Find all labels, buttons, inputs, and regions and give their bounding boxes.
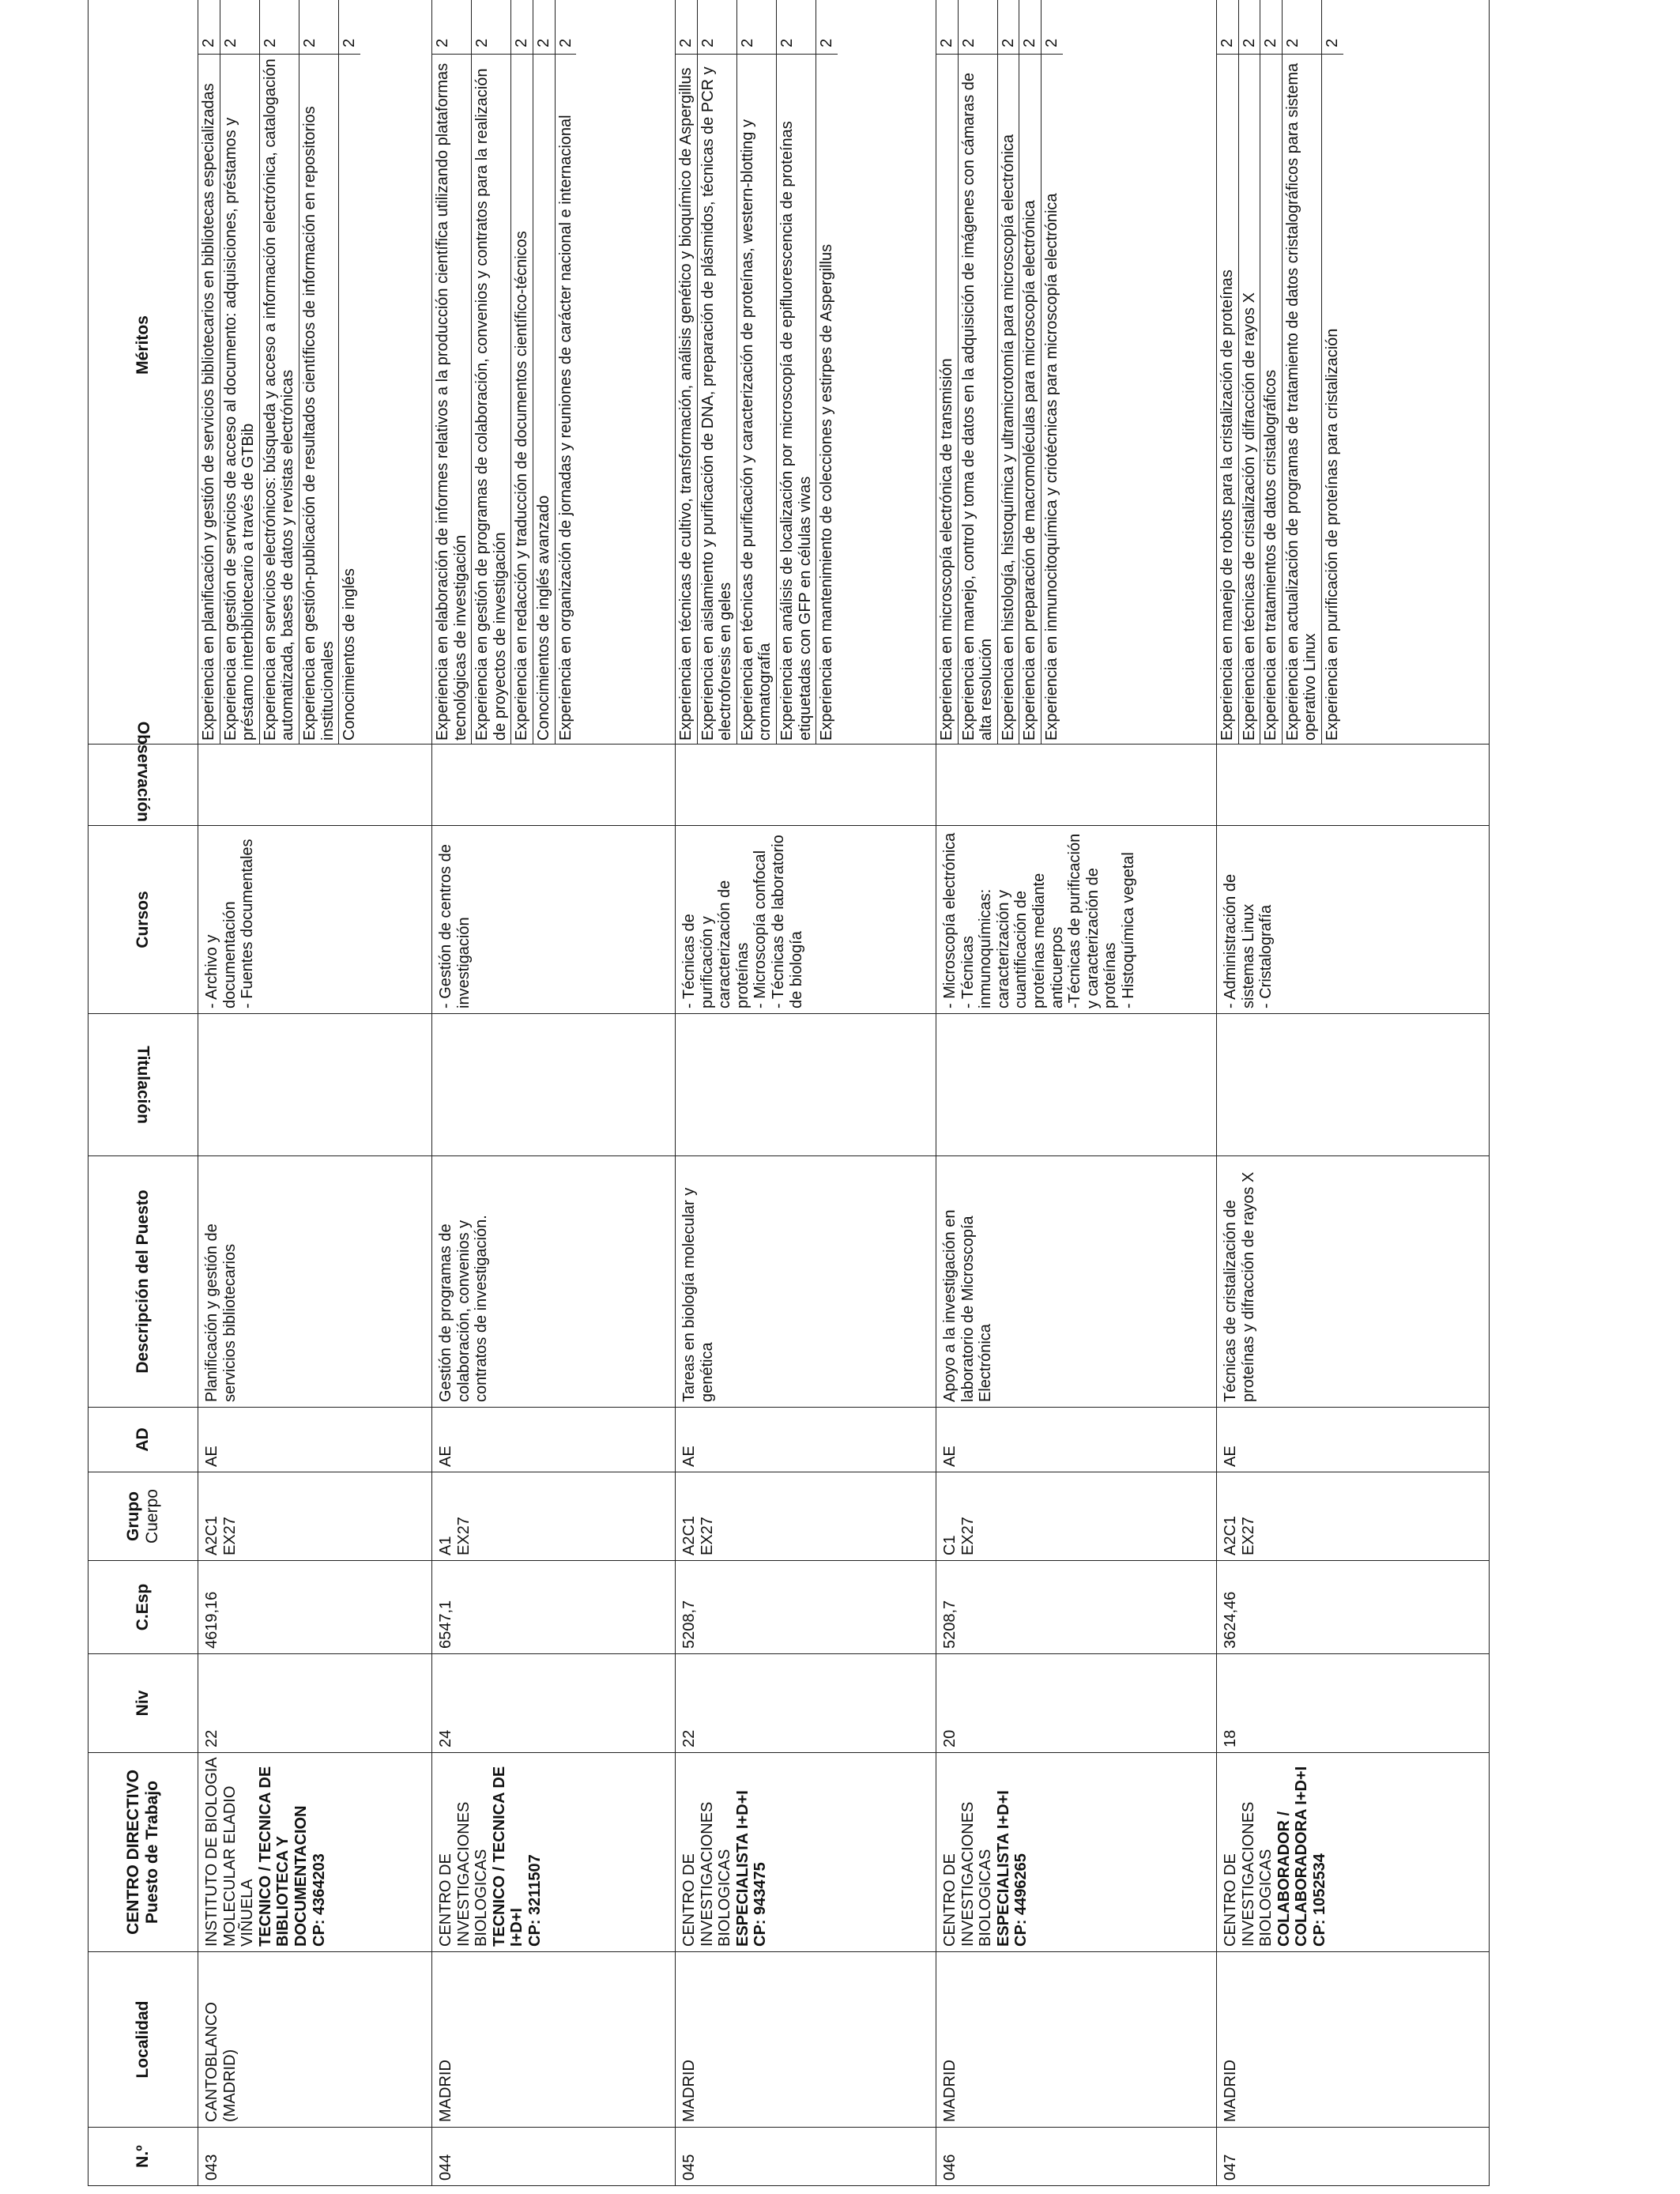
cell-niv-text: 18: [1222, 1729, 1239, 1747]
cell-descripcion-text: Gestión de programas de colaboración, convenios y contratos de investigación.: [437, 1215, 491, 1402]
merito-points: 2: [555, 0, 576, 55]
merito-points: 2: [697, 0, 736, 55]
merito-points: 2: [339, 0, 360, 55]
cell-cuerpo-text: EX27: [1239, 1517, 1257, 1555]
merito-row: [1282, 0, 1321, 744]
merito-points: 2: [676, 0, 697, 55]
merito-points: 2: [432, 0, 472, 55]
cell-cesp-text: 3624,46: [1222, 1591, 1239, 1649]
merito-text: Experiencia en técnicas de purificación y caracterización de proteínas, western-blotting y cromatografía: [736, 55, 776, 745]
curso-item: - Técnicas de laboratorio de biología: [769, 835, 805, 1008]
header-observacion: Observación: [89, 745, 198, 826]
cell-observacion: [1217, 745, 1490, 826]
cell-ad-text: AE: [1222, 1446, 1239, 1467]
cell-localidad-text: MADRID: [941, 2060, 959, 2122]
cell-cursos: [198, 826, 432, 1014]
header-no: N.º: [89, 2128, 198, 2186]
cell-niv: [432, 1654, 676, 1753]
cell-cesp: [432, 1561, 676, 1654]
cell-niv: [936, 1654, 1217, 1753]
cell-niv: [1217, 1654, 1490, 1753]
cell-titulacion: [432, 1014, 676, 1156]
merito-points: 2: [816, 0, 838, 55]
cell-cuerpo-text: EX27: [454, 1517, 473, 1555]
cell-localidad: [936, 1952, 1217, 2128]
table-row: [432, 0, 676, 2186]
cell-observacion-text: [198, 745, 208, 825]
merito-points: 2: [511, 0, 533, 55]
header-ad: AD: [89, 1408, 198, 1472]
curso-item: - Técnicas de purificación y caracterización de proteínas: [680, 880, 751, 1008]
merito-row: [936, 0, 958, 744]
cell-niv: [198, 1654, 432, 1753]
cell-observacion-text: [676, 745, 685, 825]
cell-localidad: [1217, 1952, 1490, 2128]
merito-text: Conocimientos de inglés avanzado: [533, 55, 555, 745]
centro-name: INSTITUTO DE BIOLOGIA MOLECULAR ELADIO VIÑUELA: [203, 1758, 257, 1947]
curso-item: - Técnicas inmunoquímicas: caracterización y cuantificación de proteínas mediante anticuerpos: [959, 873, 1066, 1008]
cell-titulacion-text: [676, 1014, 685, 1155]
merito-text: Experiencia en gestión de servicios de acceso al documento: adquisiciones, préstamos y préstamo interbibliotecario a través de GTBib: [220, 55, 259, 745]
merito-points: 2: [1238, 0, 1260, 55]
merito-text: Experiencia en preparación de macromoléculas para microscopía electrónica: [1019, 55, 1042, 745]
table-row: [676, 0, 936, 2186]
cell-centro: [936, 1753, 1217, 1952]
merito-points: 2: [997, 0, 1019, 55]
merito-text: Experiencia en organización de jornadas y reuniones de carácter nacional e internacional: [556, 115, 574, 741]
cell-cesp: [936, 1561, 1217, 1654]
puesto-name: ESPECIALISTA I+D+I: [994, 1790, 1012, 1947]
merito-text: Experiencia en mantenimiento de colecciones y estirpes de Aspergillus: [818, 243, 836, 741]
header-titulacion: Titulación: [89, 1014, 198, 1156]
table-row: [198, 0, 432, 2186]
merito-row: [1321, 0, 1343, 744]
cell-titulacion-text: [432, 1014, 442, 1155]
merito-points: 2: [533, 0, 555, 55]
merito-row: [533, 0, 555, 744]
merito-points: 2: [1217, 0, 1238, 55]
cell-niv-text: 24: [437, 1729, 454, 1747]
cell-observacion: [198, 745, 432, 826]
cell-ad-text: AE: [437, 1446, 454, 1467]
cell-cesp-text: 6547,1: [437, 1600, 454, 1649]
merito-points: 2: [1019, 0, 1042, 55]
header-localidad: Localidad: [89, 1952, 198, 2128]
cell-localidad: [676, 1952, 936, 2128]
cell-cesp: [1217, 1561, 1490, 1654]
cell-titulacion: [936, 1014, 1217, 1156]
table-row: [936, 0, 1217, 2186]
curso-item: - Microscopía electrónica: [941, 832, 959, 1008]
merito-row: [736, 0, 776, 744]
cell-no: [936, 2128, 1217, 2186]
cp-code: CP: 1052534: [1310, 1853, 1328, 1947]
merito-row: [472, 0, 511, 744]
merito-points: 2: [1260, 0, 1283, 55]
merito-points: 2: [736, 0, 776, 55]
cell-grupo-text: A2C1: [203, 1515, 220, 1555]
header-row: [89, 0, 198, 2186]
cell-ad: [1217, 1408, 1490, 1472]
merito-text: Experiencia en análisis de localización por microscopía de epifluorescencia de proteínas etiquetadas con GFP en células vivas: [776, 55, 816, 745]
cell-localidad-text: CANTOBLANCO (MADRID): [203, 2002, 239, 2122]
positions-table: [88, 0, 1490, 2186]
merito-row: [259, 0, 299, 744]
cell-descripcion-text: Apoyo a la investigación en laboratorio de Microscopía Electrónica: [941, 1209, 995, 1402]
cell-no: [432, 2128, 676, 2186]
curso-item: - Histoquímica vegetal: [1119, 852, 1137, 1008]
merito-text: Experiencia en planificación y gestión de servicios bibliotecarios en bibliotecas especializadas: [198, 55, 220, 745]
puesto-name: ESPECIALISTA I+D+I: [733, 1790, 751, 1947]
merito-row: [1238, 0, 1260, 744]
cell-observacion-text: [1217, 745, 1226, 825]
curso-item: - Microscopía confocal: [751, 850, 770, 1008]
merito-row: [697, 0, 736, 744]
merito-text: Experiencia en aislamiento y purificación de DNA, preparación de plásmidos, técnicas de PCR y electroforesis en geles: [697, 55, 736, 745]
cell-niv-text: 22: [680, 1729, 698, 1747]
merito-row: [676, 0, 697, 744]
rotated-page: [88, 8, 1585, 2186]
cell-descripcion: [432, 1156, 676, 1408]
cell-meritos: [432, 0, 676, 745]
cp-code: CP: 943475: [751, 1862, 770, 1947]
cell-niv-text: 22: [203, 1729, 220, 1747]
merito-text: Experiencia en inmunocitoquímica y criotécnicas para microscopía electrónica: [1042, 193, 1060, 741]
cell-centro: [676, 1753, 936, 1952]
cell-cuerpo-text: EX27: [220, 1517, 239, 1555]
cp-code: CP: 4496265: [1012, 1853, 1030, 1947]
merito-points: 2: [299, 0, 338, 55]
cell-centro: [432, 1753, 676, 1952]
merito-points: 2: [936, 0, 958, 55]
cell-localidad: [198, 1952, 432, 2128]
cell-cursos: [676, 826, 936, 1014]
cell-no-text: 044: [437, 2154, 454, 2181]
merito-row: [299, 0, 338, 744]
merito-text: Experiencia en elaboración de informes relativos a la producción científica utilizando plataformas tecnológicas de investigación: [432, 55, 472, 745]
cell-cesp-text: 5208,7: [680, 1600, 698, 1649]
puesto-name: TECNICO / TECNICA DE I+D+I: [490, 1766, 526, 1947]
curso-item: -Técnicas de purificación y caracterización de proteínas: [1066, 833, 1120, 1008]
cell-no-text: 045: [680, 2154, 698, 2181]
cell-ad: [432, 1408, 676, 1472]
cell-grupo-text: A2C1: [680, 1515, 698, 1555]
cell-cesp: [676, 1561, 936, 1654]
cell-grupo-text: A2C1: [1222, 1515, 1239, 1555]
cell-no: [1217, 2128, 1490, 2186]
cell-descripcion-text: Tareas en biología molecular y genética: [680, 1187, 716, 1402]
merito-text: Experiencia en microscopía electrónica de transmisión: [936, 55, 958, 745]
merito-row: [511, 0, 533, 744]
merito-row: [1260, 0, 1283, 744]
curso-item: - Archivo y documentación: [203, 901, 239, 1008]
cell-meritos: [676, 0, 936, 745]
merito-text: Conocimientos de inglés: [341, 568, 359, 741]
merito-row: [198, 0, 220, 744]
meritos-list: [432, 0, 576, 744]
cell-localidad-text: MADRID: [437, 2060, 454, 2122]
header-grupo: Grupo Cuerpo: [89, 1472, 198, 1561]
merito-row: [555, 0, 576, 744]
merito-row: [220, 0, 259, 744]
merito-text: Experiencia en servicios electrónicos: búsqueda y acceso a información electrónica, catalogación automatizada, bases de datos y revistas electrónicas: [259, 55, 299, 745]
cell-ad-text: AE: [941, 1446, 959, 1467]
cell-ad: [936, 1408, 1217, 1472]
header-cesp: C.Esp: [89, 1561, 198, 1654]
header-cursos: Cursos: [89, 826, 198, 1014]
cell-grupo: [936, 1472, 1217, 1561]
cell-descripcion-text: Planificación y gestión de servicios bibliotecarios: [203, 1223, 239, 1402]
cell-descripcion: [676, 1156, 936, 1408]
cell-niv: [676, 1654, 936, 1753]
merito-row: [816, 0, 838, 744]
cell-ad-text: AE: [680, 1446, 698, 1467]
merito-row: [1019, 0, 1042, 744]
meritos-list: [936, 0, 1063, 744]
merito-points: 2: [198, 0, 220, 55]
centro-name: CENTRO DE INVESTIGACIONES BIOLOGICAS: [437, 1801, 491, 1947]
merito-text: Experiencia en manejo de robots para la cristalización de proteínas: [1217, 55, 1238, 745]
header-descripcion: Descripción del Puesto: [89, 1156, 198, 1408]
merito-text: Experiencia en gestión de programas de colaboración, convenios y contratos para la realización de proyectos de investigación: [472, 55, 511, 745]
centro-name: CENTRO DE INVESTIGACIONES BIOLOGICAS: [680, 1801, 734, 1947]
merito-text: Experiencia en actualización de programas de tratamiento de datos cristalográficos para sistema operativo Linux: [1282, 55, 1321, 745]
curso-item: - Cristalografía: [1257, 904, 1275, 1008]
cell-titulacion: [1217, 1014, 1490, 1156]
cell-descripcion: [1217, 1156, 1490, 1408]
cell-meritos: [936, 0, 1217, 745]
merito-text: Experiencia en manejo, control y toma de datos en la adquisición de imágenes con cámaras de alta resolución: [958, 55, 997, 745]
cell-cesp-text: 4619,16: [203, 1591, 220, 1649]
header-centro: CENTRO DIRECTIVO Puesto de Trabajo: [89, 1753, 198, 1952]
cp-code: CP: 3211507: [525, 1854, 544, 1947]
merito-points: 2: [259, 0, 299, 55]
cell-meritos: [1217, 0, 1490, 745]
header-meritos: Méritos: [89, 0, 198, 745]
merito-text: Experiencia en gestión-publicación de resultados científicos de información en repositorios institucionales: [299, 55, 338, 745]
merito-points: 2: [1282, 0, 1321, 55]
cell-meritos: [198, 0, 432, 745]
merito-row: [1041, 0, 1062, 744]
merito-points: 2: [220, 0, 259, 55]
cell-titulacion-text: [1217, 1014, 1226, 1155]
merito-points: 2: [1041, 0, 1062, 55]
merito-points: 2: [1321, 0, 1343, 55]
cell-no-text: 043: [203, 2154, 220, 2181]
cell-no-text: 046: [941, 2154, 959, 2181]
merito-points: 2: [472, 0, 511, 55]
cell-ad: [198, 1408, 432, 1472]
merito-points: 2: [776, 0, 816, 55]
merito-text: Experiencia en purificación de proteínas para cristalización: [1323, 328, 1341, 741]
cell-ad: [676, 1408, 936, 1472]
cell-cuerpo-text: EX27: [959, 1517, 977, 1555]
cell-cursos: [936, 826, 1217, 1014]
cp-code: CP: 4364203: [310, 1853, 328, 1947]
merito-text: Experiencia en tratamientos de datos cristalográficos: [1260, 55, 1283, 745]
merito-row: [1217, 0, 1238, 744]
cell-localidad-text: MADRID: [1222, 2060, 1239, 2122]
cell-observacion-text: [936, 745, 946, 825]
cell-cursos: [432, 826, 676, 1014]
merito-text: Experiencia en histología, histoquímica y ultramicrotomía para microscopía electrónica: [997, 55, 1019, 745]
curso-item: - Fuentes documentales: [239, 839, 257, 1008]
cell-centro: [1217, 1753, 1490, 1952]
cell-cesp-text: 5208,7: [941, 1600, 959, 1649]
cell-titulacion: [198, 1014, 432, 1156]
centro-name: CENTRO DE INVESTIGACIONES BIOLOGICAS: [941, 1801, 995, 1947]
cell-grupo: [676, 1472, 936, 1561]
cell-no: [676, 2128, 936, 2186]
cell-no: [198, 2128, 432, 2186]
curso-item: - Gestión de centros de investigación: [437, 844, 473, 1008]
merito-row: [432, 0, 472, 744]
puesto-name: TECNICO / TECNICA DE BIBLIOTECA Y DOCUMENTACION: [256, 1766, 310, 1947]
cell-grupo: [432, 1472, 676, 1561]
merito-row: [776, 0, 816, 744]
cell-observacion: [936, 745, 1217, 826]
table-body: [198, 0, 1490, 2186]
cell-descripcion-text: Técnicas de cristalización de proteínas y difracción de rayos X: [1222, 1171, 1257, 1402]
cell-observacion: [676, 745, 936, 826]
cell-localidad: [432, 1952, 676, 2128]
merito-row: [958, 0, 997, 744]
cell-titulacion-text: [936, 1014, 946, 1155]
meritos-list: [198, 0, 360, 744]
merito-row: [339, 0, 360, 744]
cell-no-text: 047: [1222, 2154, 1239, 2181]
meritos-list: [1217, 0, 1343, 744]
cell-cursos: [1217, 826, 1490, 1014]
cell-niv-text: 20: [941, 1729, 959, 1747]
cell-observacion-text: [432, 745, 442, 825]
cell-grupo-text: A1: [437, 1536, 454, 1555]
cell-ad-text: AE: [203, 1446, 220, 1467]
header-niv: Niv: [89, 1654, 198, 1753]
cell-grupo-text: C1: [941, 1535, 959, 1555]
cell-grupo: [198, 1472, 432, 1561]
table-row: [1217, 0, 1490, 2186]
merito-text: Experiencia en redacción y traducción de documentos científico-técnicos: [511, 55, 533, 745]
cell-descripcion: [198, 1156, 432, 1408]
centro-name: CENTRO DE INVESTIGACIONES BIOLOGICAS: [1222, 1801, 1275, 1947]
cell-titulacion: [676, 1014, 936, 1156]
cell-cuerpo-text: EX27: [698, 1517, 716, 1555]
puesto-name: COLABORADOR / COLABORADORA I+D+I: [1275, 1766, 1311, 1947]
cell-grupo: [1217, 1472, 1490, 1561]
cell-titulacion-text: [198, 1014, 208, 1155]
cell-cesp: [198, 1561, 432, 1654]
curso-item: - Administración de sistemas Linux: [1222, 873, 1257, 1008]
merito-row: [997, 0, 1019, 744]
meritos-list: [676, 0, 838, 744]
cell-descripcion: [936, 1156, 1217, 1408]
cell-localidad-text: MADRID: [680, 2060, 698, 2122]
cell-observacion: [432, 745, 676, 826]
cell-centro: [198, 1753, 432, 1952]
merito-points: 2: [958, 0, 997, 55]
merito-text: Experiencia en técnicas de cultivo, transformación, análisis genético y bioquímico de Aspergillus: [676, 55, 697, 745]
merito-text: Experiencia en técnicas de cristalización y difracción de rayos X: [1238, 55, 1260, 745]
